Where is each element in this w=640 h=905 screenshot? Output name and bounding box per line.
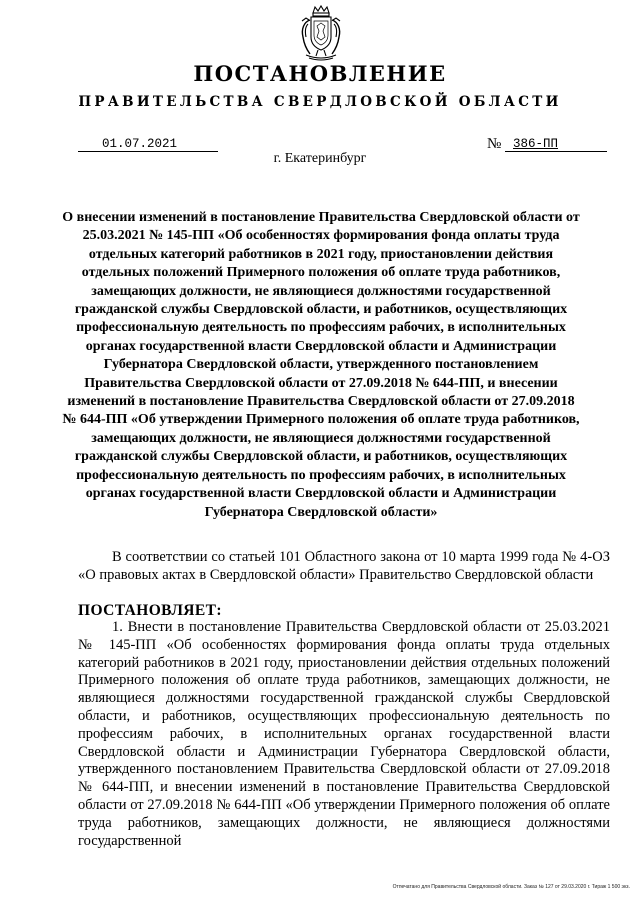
print-note: Отпечатано для Правительства Свердловской области. Заказ № 127 от 29.03.2020 г. Тираж 1 500 экз.	[392, 884, 630, 890]
document-subtitle: ПРАВИТЕЛЬСТВА СВЕРДЛОВСКОЙ ОБЛАСТИ	[78, 94, 562, 110]
intro-paragraph: В соответствии со статьей 101 Областного закона от 10 марта 1999 года № 4-ОЗ «О правовых актах в Свердловской области» Правительство Свердловской области	[78, 549, 610, 583]
resolves-label: ПОСТАНОВЛЯЕТ:	[78, 602, 222, 619]
item-1-paragraph: 1. Внести в постановление Правительства Свердловской области от 25.03.2021 № 145-ПП «Об особенностях формирования фонда оплаты труда отдельных категорий работников в 2021 году, приостановлении действия отдельных положений Примерного положения об оплате труда работников, замещающих должности, не являющиеся должностями государственной гражданской службы Свердловской области, и работников, осуществляющих профессиональную деятельность по профессиям рабочих, в исполнительных органах государственной власти Свердловской области и Администрации Губернатора Свердловской области, утвержденного постановлением Правительства Свердловской области от 27.09.2018 № 644-ПП, и внесении изменений в постановление Правительства Свердловской области от 27.09.2018 № 644-ПП «Об утверждении Примерного положения об оплате труда работников, замещающих должности, не являющиеся должностями государственной	[78, 619, 610, 849]
document-heading: О внесении изменений в постановление Правительства Свердловской области от 25.03.2021 № 145-ПП «Об особенностях формирования фонда оплаты труда отдельных категорий работников в 2021 году, приостановлении действия отдельных положений Примерного положения об оплате труда работников, замещающих должности, не являющиеся должностями государственной гражданской службы Свердловской области, и работников, осуществляющих профессиональную деятельность по профессиям рабочих, в исполнительных органах государственной власти Свердловской области и Администрации Губернатора Свердловской области, утвержденного постановлением Правительства Свердловской области от 27.09.2018 № 644-ПП, и внесении изменений в постановление Правительства Свердловской области от 27.09.2018 № 644-ПП «Об утверждении Примерного положения об оплате труда работников, замещающих должности, не являющиеся должностями государственной гражданской службы Свердловской области, и работников, осуществляющих профессиональную деятельность по профессиям рабочих, в исполнительных органах государственной власти Свердловской области и Администрации Губернатора Свердловской области»	[62, 210, 580, 520]
document-number-value: 386-ПП	[513, 137, 559, 151]
number-label: №	[487, 136, 502, 152]
document-city: г. Екатеринбург	[273, 151, 367, 166]
document-date: 01.07.2021	[78, 136, 218, 152]
document-title: ПОСТАНОВЛЕНИЕ	[193, 61, 447, 86]
coat-of-arms-icon	[296, 4, 346, 62]
